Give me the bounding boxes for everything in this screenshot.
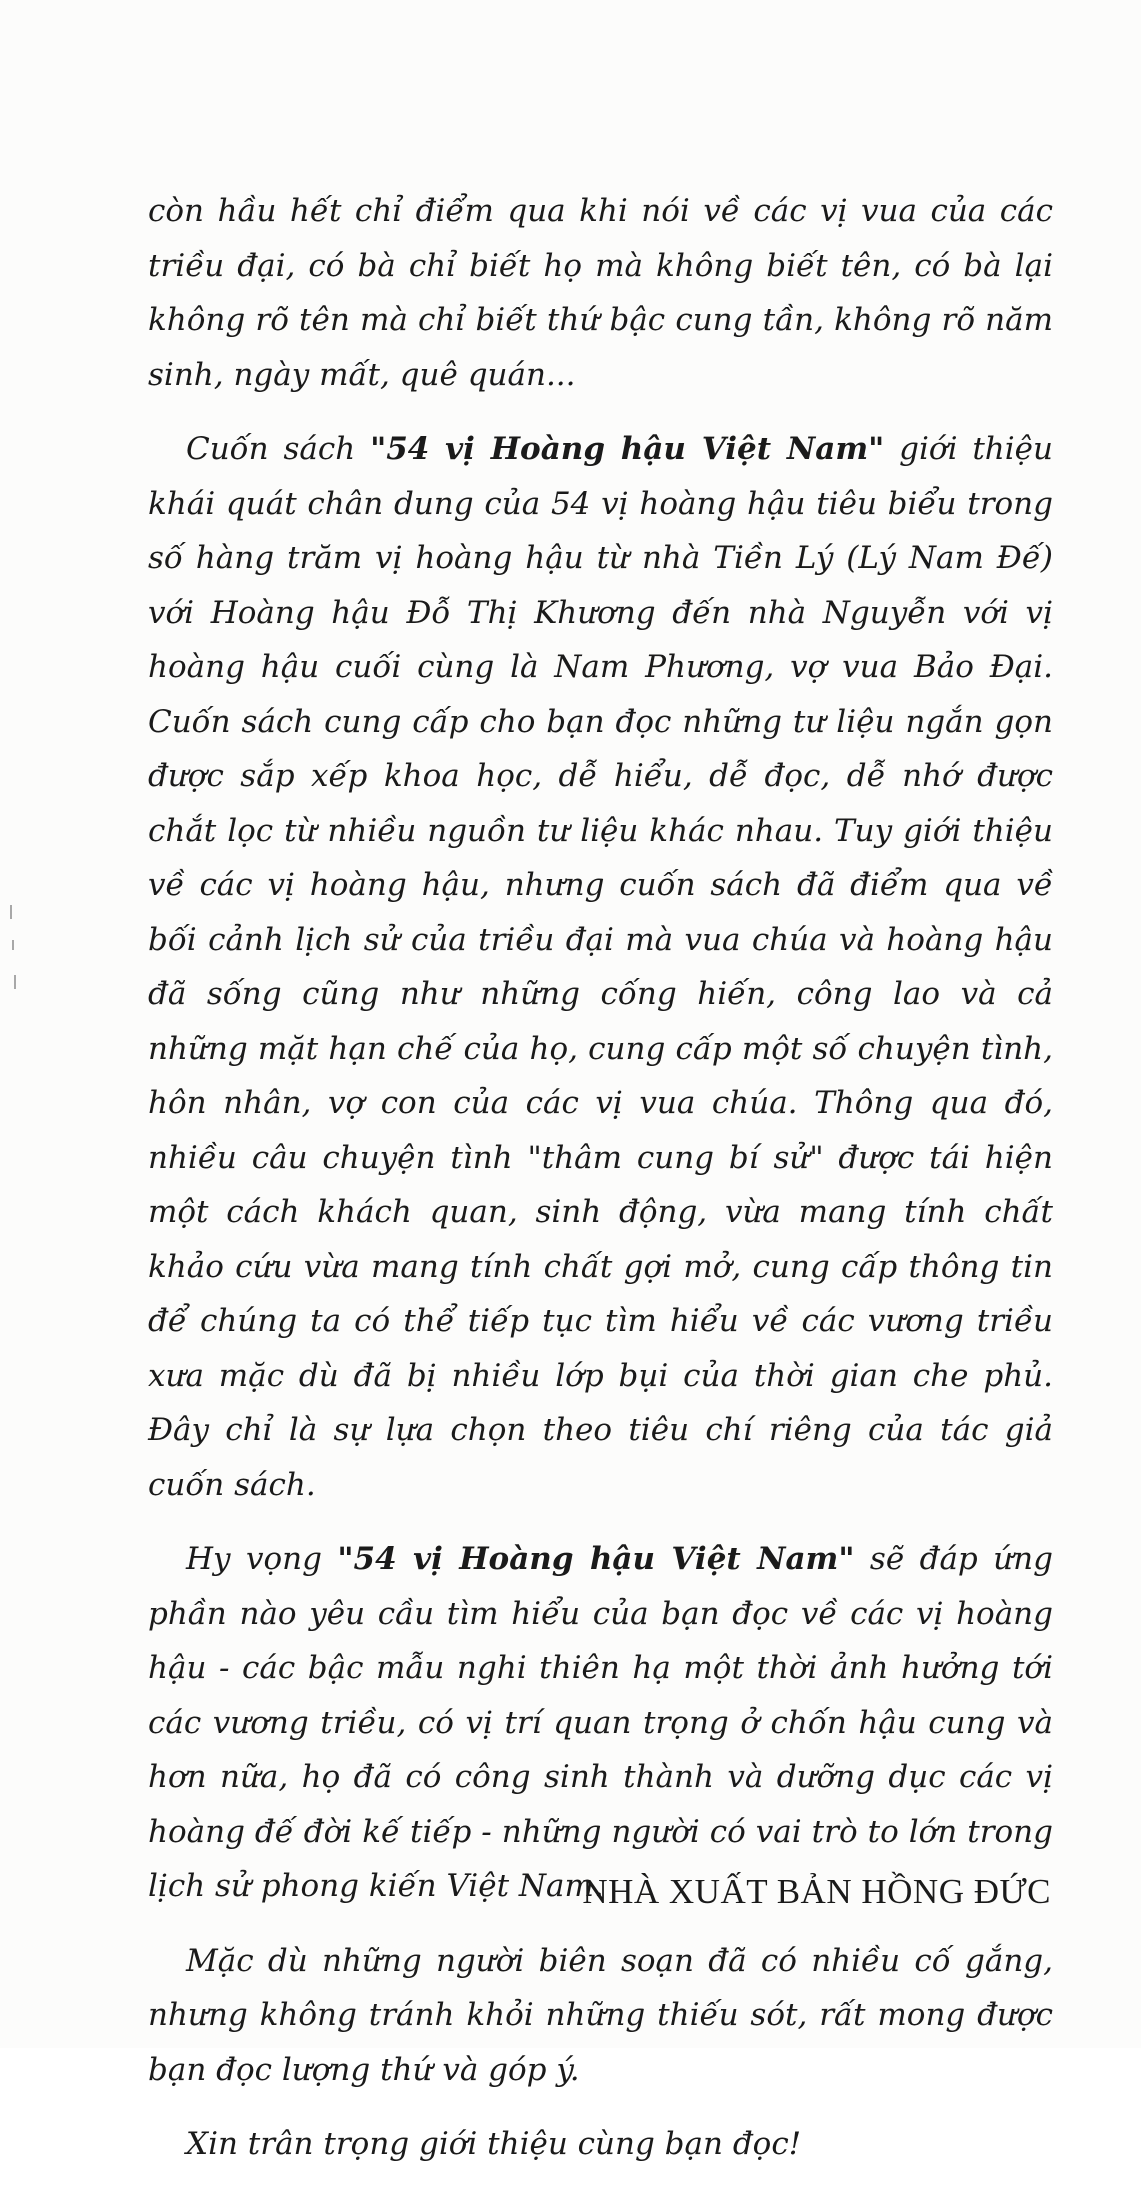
paragraph-apology — [148, 1934, 1053, 2098]
paragraph-intro-continuation — [148, 184, 1053, 402]
margin-scan-mark — [14, 975, 16, 989]
paragraph-hope — [148, 1532, 1053, 1914]
text-run: Mặc dù những người biên soạn đã có nhiều cố gắng, nhưng không tránh khỏi những thiếu sót, rất mong được bạn đọc lượng thứ và góp ý. — [148, 1942, 1053, 2088]
margin-scan-mark — [10, 905, 12, 919]
book-title: "54 vị Hoàng hậu Việt Nam" — [337, 1541, 855, 1577]
text-run: Xin trân trọng giới thiệu cùng bạn đọc! — [186, 2126, 802, 2162]
paragraph-book-summary — [148, 422, 1053, 1512]
text-run: còn hầu hết chỉ điểm qua khi nói về các vị vua của các triều đại, có bà chỉ biết họ mà không biết tên, có bà lại không rõ tên mà chỉ biết thứ bậc cung tần, không rõ năm sinh, ngày mất, quê quán... — [148, 193, 1053, 393]
text-run: Hy vọng — [186, 1541, 338, 1577]
text-run: sẽ đáp ứng phần nào yêu cầu tìm hiểu của bạn đọc về các vị hoàng hậu - các bậc mẫu nghi thiên hạ một thời ảnh hưởng tới các vương triều, có vị trí quan trọng ở chốn hậu cung và hơn nữa, họ đã có công sinh thành và dưỡng dục các vị hoàng đế đời kế tiếp - những người có vai trò to lớn trong lịch sử phong kiến Việt Nam. — [148, 1541, 1053, 1904]
publisher-signature: NHÀ XUẤT BẢN HỒNG ĐỨC — [582, 1872, 1051, 1911]
text-run: giới thiệu khái quát chân dung của 54 vị hoàng hậu tiêu biểu trong số hàng trăm vị hoàng hậu từ nhà Tiền Lý (Lý Nam Đế) với Hoàng hậu Đỗ Thị Khương đến nhà Nguyễn với vị hoàng hậu cuối cùng là Nam Phương, vợ vua Bảo Đại. Cuốn sách cung cấp cho bạn đọc những tư liệu ngắn gọn được sắp xếp khoa học, dễ hiểu, dễ đọc, dễ nhớ được chắt lọc từ nhiều nguồn tư liệu khác nhau. Tuy giới thiệu về các vị hoàng hậu, nhưng cuốn sách đã điểm qua về bối cảnh lịch sử của triều đại mà vua chúa và hoàng hậu đã sống cũng như những cống hiến, công lao và cả những mặt hạn chế của họ, cung cấp một số chuyện tình, hôn nhân, vợ con của các vị vua chúa. Thông qua đó, nhiều câu chuyện tình "thâm cung bí sử" được tái hiện một cách khách quan, sinh động, vừa mang tính chất khảo cứu vừa mang tính chất gợi mở, cung cấp thông tin để chúng ta có thể tiếp tục tìm hiểu về các vương triều xưa mặc dù đã bị nhiều lớp bụi của thời gian che phủ. Đây chỉ là sự lựa chọn theo tiêu chí riêng của tác giả cuốn sách. — [148, 431, 1053, 1503]
margin-scan-mark — [12, 940, 14, 950]
paragraph-closing — [148, 2117, 1053, 2172]
book-title: "54 vị Hoàng hậu Việt Nam" — [370, 431, 885, 467]
text-run: Cuốn sách — [186, 431, 371, 467]
